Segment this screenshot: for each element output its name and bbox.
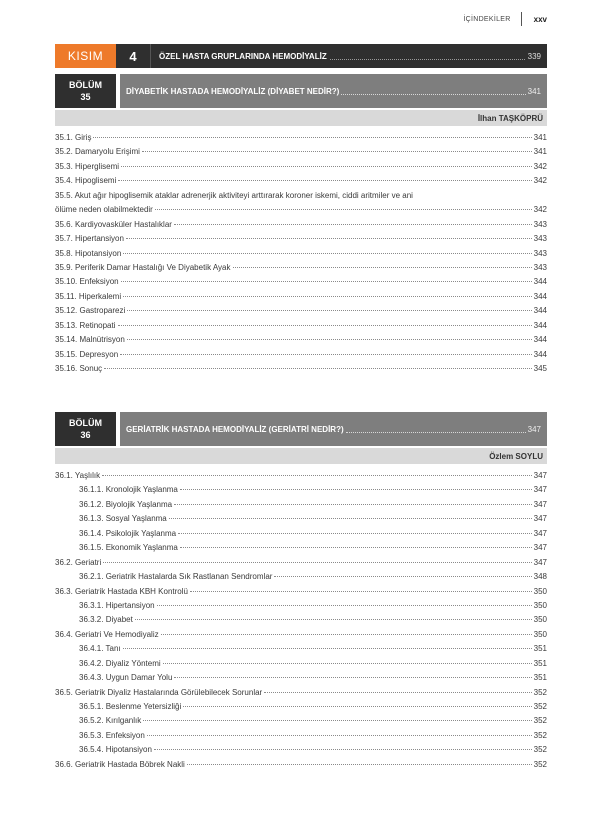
toc-entry[interactable]: 36.4.1. Tanı 351 [79, 644, 547, 654]
chapter-author-bar [55, 110, 547, 126]
toc-entry[interactable]: 36.1. Yaşlılık 347 [55, 471, 547, 480]
part-page: 339 [527, 51, 541, 61]
toc-list [55, 133, 547, 378]
toc-entry[interactable]: 35.7. Hipertansiyon 343 [55, 234, 547, 244]
chapter-header [55, 74, 547, 108]
chapter-page: 341 [527, 86, 541, 96]
toc-entry[interactable]: 36.3. Geriatrik Hastada KBH Kontrolü 350 [55, 586, 547, 596]
toc-entry[interactable]: 36.1.4. Psikolojik Yaşlanma 347 [79, 528, 547, 538]
toc-entry[interactable]: 35.11. Hiperkalemi 344 [55, 291, 547, 301]
toc-entry[interactable]: 35.8. Hipotansiyon 343 [55, 248, 547, 258]
toc-entry[interactable]: 36.4.2. Diyaliz Yöntemi 351 [79, 658, 547, 668]
toc-entry[interactable]: 36.5.1. Beslenme Yetersizliği 352 [79, 702, 547, 711]
toc-entry[interactable]: 35.9. Periferik Damar Hastalığı Ve Diyabetik Ayak 343 [55, 262, 547, 272]
toc-entry[interactable]: 35.16. Sonuç 345 [55, 364, 547, 373]
chapter-label: BÖLÜM [69, 418, 102, 428]
chapter-header [55, 412, 547, 446]
chapter-number: 36 [80, 430, 91, 440]
chapter-author-bar [55, 448, 547, 464]
toc-entry[interactable]: 36.2. Geriatri 347 [55, 557, 547, 567]
toc-entry[interactable]: 35.1. Giriş 341 [55, 133, 547, 142]
toc-entry[interactable]: 36.4.3. Uygun Damar Yolu 351 [79, 673, 547, 683]
toc-entry[interactable]: 36.6. Geriatrik Hastada Böbrek Nakli 352 [55, 759, 547, 769]
toc-entry[interactable]: 36.1.2. Biyolojik Yaşlanma 347 [79, 499, 547, 509]
toc-entry[interactable]: 35.2. Damaryolu Erişimi 341 [55, 147, 547, 157]
toc-entry[interactable]: 36.5. Geriatrik Diyaliz Hastalarında Görülebilecek Sorunlar 352 [55, 687, 547, 697]
chapter-title-row[interactable] [120, 74, 547, 108]
toc-entry[interactable]: 36.3.1. Hipertansiyon 350 [79, 600, 547, 610]
toc-entry[interactable]: 36.5.3. Enfeksiyon 352 [79, 730, 547, 740]
leader-dots [330, 59, 525, 60]
toc-entry[interactable]: 35.13. Retinopati 344 [55, 320, 547, 330]
part-title-row[interactable] [151, 44, 547, 68]
toc-entry[interactable]: ölüme neden olabilmektedir 342 [55, 205, 547, 215]
chapter-number-box [55, 412, 116, 446]
chapter-title-row[interactable] [120, 412, 547, 446]
chapter-title: GERİATRİK HASTADA HEMODİYALİZ (GERİATRİ NEDİR?) [126, 424, 344, 434]
leader-dots [346, 432, 526, 433]
chapter-label: BÖLÜM [69, 80, 102, 90]
running-head [463, 12, 547, 26]
chapter-author: Özlem SOYLU [489, 451, 543, 461]
running-head-divider [521, 12, 522, 26]
leader-dots [341, 94, 525, 95]
toc-entry[interactable]: 35.14. Malnütrisyon 344 [55, 335, 547, 345]
running-head-section: İÇİNDEKİLER [463, 15, 511, 23]
toc-entry[interactable]: 35.5. Akut ağır hipoglisemik ataklar adrenerjik aktiviteyi arttırarak koroner iskemi, ciddi aritmiler ve ani [55, 190, 413, 200]
toc-entry[interactable]: 36.5.2. Kırılganlık 352 [79, 716, 547, 726]
part-label: KISIM [55, 44, 116, 68]
part-header [55, 44, 547, 68]
chapter-number: 35 [80, 92, 91, 102]
chapter-page: 347 [527, 424, 541, 434]
chapter-title: DİYABETİK HASTADA HEMODİYALİZ (DİYABET NEDİR?) [126, 86, 340, 96]
chapter-author: İlhan TAŞKÖPRÜ [477, 113, 543, 123]
toc-list [55, 471, 547, 774]
toc-entry[interactable]: 36.1.5. Ekonomik Yaşlanma 347 [79, 543, 547, 553]
part-title: ÖZEL HASTA GRUPLARINDA HEMODİYALİZ [159, 51, 327, 61]
toc-entry[interactable]: 36.1.1. Kronolojik Yaşlanma 347 [79, 485, 547, 495]
running-head-page-number: xxv [533, 14, 547, 24]
toc-entry[interactable]: 35.10. Enfeksiyon 344 [55, 277, 547, 287]
toc-entry[interactable]: 35.3. Hiperglisemi 342 [55, 161, 547, 171]
toc-entry[interactable]: 35.15. Depresyon 344 [55, 349, 547, 359]
toc-entry[interactable]: 35.6. Kardiyovasküler Hastalıklar 343 [55, 219, 547, 229]
part-number: 4 [116, 44, 151, 68]
chapter-number-box [55, 74, 116, 108]
toc-entry[interactable]: 36.4. Geriatri Ve Hemodiyaliz 350 [55, 629, 547, 639]
toc-entry[interactable]: 36.2.1. Geriatrik Hastalarda Sık Rastlanan Sendromlar 348 [79, 572, 547, 582]
toc-entry[interactable]: 36.1.3. Sosyal Yaşlanma 347 [79, 514, 547, 524]
toc-entry[interactable]: 35.4. Hipoglisemi 342 [55, 176, 547, 186]
toc-entry[interactable]: 35.12. Gastroparezi 344 [55, 306, 547, 316]
toc-entry[interactable]: 36.5.4. Hipotansiyon 352 [79, 745, 547, 755]
toc-entry[interactable]: 36.3.2. Diyabet 350 [79, 615, 547, 625]
